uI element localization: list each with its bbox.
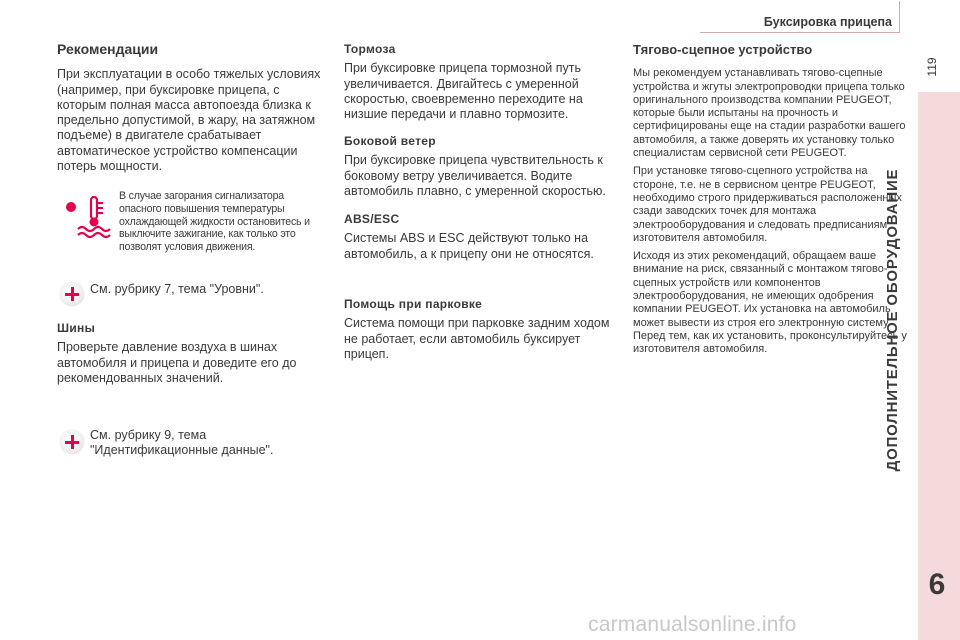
coolant-warning-text: В случае загорания сигнализатора опасного повышения температуры охлаждающей жидкости остановитесь и выключите зажигание, как только это позволят условия движения. [119,190,310,254]
tyres-section [57,321,332,386]
note-identification-text: См. рубрику 9, тема "Идентификационные данные". [90,428,274,457]
watermark: carmanualsonline.info [588,613,797,636]
abs-section [344,212,619,262]
page-number: 119 [925,57,939,77]
wind-heading: Боковой ветер [344,134,436,148]
towbar-paragraph-3: Исходя из этих рекомендаций, обращаем ваше внимание на риск, связанный с монтажом тягово-сцепных устройств или компонентов электрооборудования, не имеющих одобрения компании PEUGEOT. Их установка на автомобиль может вывести из строя его электронную систему. Перед тем, как их установить, проконсультируйтесь у изготовителя автомобиля. [633,250,907,356]
section-title: Буксировка прицепа [763,15,892,29]
column-towbar [633,42,908,357]
plus-icon [60,430,84,454]
brakes-text: При буксировке прицепа тормозной путь увеличивается. Двигайтесь с умеренной скоростью, своевременно переходите на низшие передачи и плавно тормозите. [344,61,583,122]
chapter-sidebar [918,92,960,640]
tyres-text: Проверьте давление воздуха в шинах автомобиля и прицепа и доведите его до рекомендованных значений. [57,340,297,385]
parking-section [344,297,619,362]
parking-heading: Помощь при парковке [344,297,483,311]
column-driving [344,42,619,122]
recommendations-heading: Рекомендации [57,41,159,57]
towbar-paragraph-2: При установке тягово-сцепного устройства на стороне, т.е. не в сервисном центре PEUGEOT, необходимо строго придерживаться расположенных сзади заводских точек для монтажа электрооборудования и следовать предписаниям изготовителя автомобиля. [633,165,902,244]
column-recommendations [57,42,332,174]
abs-text: Системы ABS и ESC действуют только на автомобиль, а к прицепу они не относятся. [344,231,594,261]
towbar-paragraph-1: Мы рекомендуем устанавливать тягово-сцепные устройства и жгуты электропроводки прицепа только оригинального производства компании PEUGEOT, которые были испытаны на прочность и сертифицированы еще на стадии разработки вашего автомобиля, а также доверять их установку только специалистам сервисной сети PEUGEOT. [633,67,906,160]
abs-heading: ABS/ESC [344,212,400,226]
recommendations-text: При эксплуатации в особо тяжелых условиях (например, при буксировке прицепа, с которым полная масса автопоезда близка к предельно допустимой, в жару, на затяжном подъеме) в двигателе срабатывает автоматическое устройство компенсации потерь мощности. [57,67,321,174]
brakes-heading: Тормоза [344,42,396,56]
chapter-number: 6 [928,568,946,601]
parking-text: Система помощи при парковке задним ходом не работает, если автомобиль буксирует прицеп. [344,316,610,361]
wind-text: При буксировке прицепа чувствительность к боковому ветру увеличивается. Водите автомобиль плавно, с умеренной скоростью. [344,153,606,198]
coolant-temperature-icon [60,193,114,239]
note-levels-text: См. рубрику 7, тема "Уровни". [90,282,264,296]
towbar-heading: Тягово-сцепное устройство [633,42,813,57]
plus-icon [60,282,84,306]
wind-section [344,134,619,199]
chapter-title: ДОПОЛНИТЕЛЬНОЕ ОБОРУДОВАНИЕ [884,168,901,472]
tyres-heading: Шины [57,321,96,335]
